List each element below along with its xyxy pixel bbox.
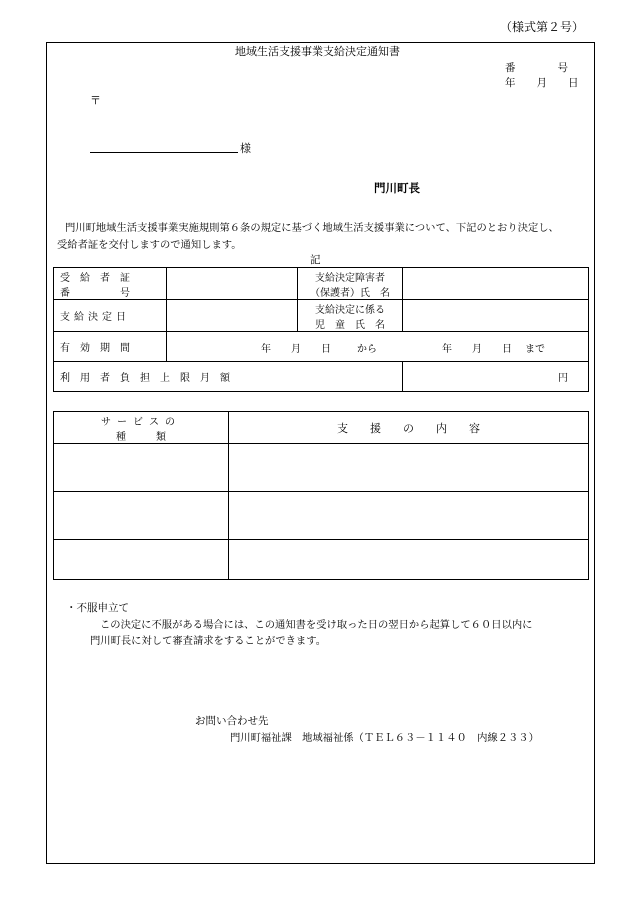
decision-date-label: 支給決定日 bbox=[54, 300, 167, 332]
issuer: 門川町長 bbox=[374, 181, 420, 195]
validity-value[interactable] bbox=[167, 332, 589, 362]
appeal-heading: ・不服申立て bbox=[66, 602, 129, 614]
validity-to: まで bbox=[525, 344, 545, 355]
disabled-name-value[interactable] bbox=[403, 268, 589, 300]
recipient-no-label: 受 給 者 証 番 号 bbox=[54, 268, 167, 300]
yen-unit: 円 bbox=[558, 373, 568, 384]
appeal-line1: この決定に不服がある場合には、この通知書を受け取った日の翌日から起算して６０日以内に bbox=[100, 619, 533, 631]
limit-value[interactable] bbox=[403, 362, 589, 392]
addressee-line bbox=[90, 152, 238, 153]
service-type-cell[interactable] bbox=[54, 492, 229, 540]
decision-table bbox=[53, 267, 589, 392]
support-content-cell[interactable] bbox=[229, 444, 589, 492]
recipient-no-value[interactable] bbox=[167, 268, 298, 300]
body-text-line1: 門川町地域生活支援事業実施規則第６条の規定に基づく地域生活支援事業について、下記のとおり決定し、 bbox=[65, 222, 559, 234]
body-text-line2: 受給者証を交付しますので通知します。 bbox=[57, 239, 242, 251]
date-field-label: 年 月 日 bbox=[505, 77, 579, 89]
validity-from-date: 年 月 日 bbox=[261, 344, 331, 355]
child-name-value[interactable] bbox=[403, 300, 589, 332]
validity-to-date: 年 月 日 bbox=[442, 344, 512, 355]
support-content-header: 支 援 の 内 容 bbox=[229, 412, 589, 444]
support-content-cell[interactable] bbox=[229, 492, 589, 540]
validity-from: から bbox=[357, 344, 377, 355]
support-content-cell[interactable] bbox=[229, 540, 589, 580]
service-type-cell[interactable] bbox=[54, 444, 229, 492]
validity-label: 有 効 期 間 bbox=[54, 332, 167, 362]
number-field-label: 番 号 bbox=[505, 62, 568, 74]
service-type-cell[interactable] bbox=[54, 540, 229, 580]
contact-heading: お問い合わせ先 bbox=[195, 715, 269, 727]
child-name-label: 支給決定に係る 児 童 氏 名 bbox=[298, 300, 403, 332]
appeal-line2: 門川町長に対して審査請求をすることができます。 bbox=[90, 635, 327, 647]
document-title: 地域生活支援事業支給決定通知書 bbox=[235, 45, 400, 58]
limit-label: 利 用 者 負 担 上 限 月 額 bbox=[54, 362, 403, 392]
contact-detail: 門川町福祉課 地域福祉係（ＴＥＬ６３－１１４０ 内線２３３） bbox=[230, 732, 539, 744]
form-number: （様式第２号） bbox=[500, 20, 585, 34]
ki-marker: 記 bbox=[310, 254, 321, 266]
addressee-suffix: 様 bbox=[240, 142, 251, 155]
disabled-name-label: 支給決定障害者 （保護者）氏 名 bbox=[298, 268, 403, 300]
postal-mark: 〒 bbox=[90, 94, 101, 107]
service-table bbox=[53, 411, 589, 580]
service-type-header: サービスの 種 類 bbox=[54, 412, 229, 444]
decision-date-value[interactable] bbox=[167, 300, 298, 332]
